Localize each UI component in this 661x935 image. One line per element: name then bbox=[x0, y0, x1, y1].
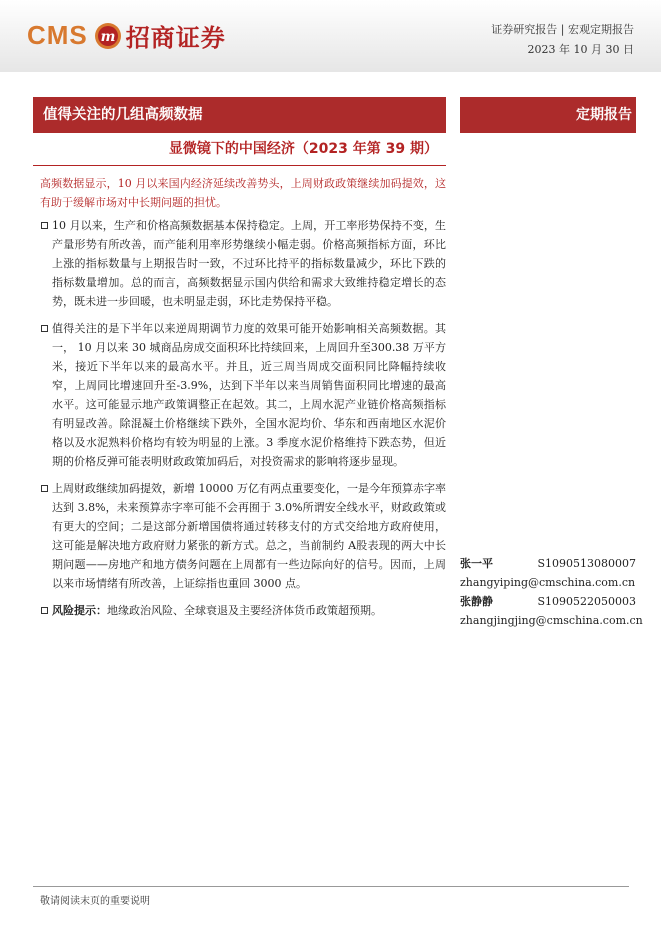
bullet-list bbox=[40, 216, 446, 628]
risk-label: 风险提示： bbox=[52, 604, 107, 617]
bullet-text: 值得关注的是下半年以来逆周期调节力度的效果可能开始影响相关高频数据。其一， 10 月以来 30 城商品房成交面积环比持续回来，上周回升至300.38 万平方米，接近下半年以来的最高水平。并且，近三周当周成交面积同比降幅持续收窄，上周同比增速回升至-3.9%，达到下半年以来当周销售面积同比增速的最高水平。这可能显示地产政策调整正在起效。其二，上周水泥产业链价格高频指标有明显改善。除混凝土价格继续下跌外，全国水泥均价、华东和西南地区水泥价格以及水泥熟料价格均有较为明显的上涨。3 季度水泥价格维持下跌态势，但近期的价格反弹可能表明财政政策加码后，对投资需求的影响将逐步显现。 bbox=[52, 322, 446, 468]
title-divider bbox=[33, 165, 446, 166]
section-banner: 值得关注的几组高频数据 bbox=[33, 97, 446, 133]
logo bbox=[27, 18, 226, 53]
svg-text:m: m bbox=[100, 28, 116, 45]
author-block bbox=[460, 554, 643, 630]
logo-badge-icon bbox=[94, 22, 122, 50]
report-kind-banner: 定期报告 bbox=[460, 97, 636, 133]
author-row bbox=[460, 592, 636, 611]
author-email[interactable]: zhangjingjing@cmschina.com.cn bbox=[460, 614, 643, 627]
author-cert: S1090513080007 bbox=[537, 557, 636, 570]
header-meta bbox=[491, 20, 634, 60]
footer-disclaimer: 敬请阅读末页的重要说明 bbox=[40, 896, 150, 907]
bullet-item bbox=[40, 479, 446, 593]
footer-divider bbox=[33, 886, 629, 887]
author-name: 张一平 bbox=[460, 557, 493, 570]
risk-text: 地缘政治风险、全球衰退及主要经济体货币政策超预期。 bbox=[107, 604, 382, 617]
bullet-square-icon bbox=[41, 485, 48, 492]
author-row bbox=[460, 554, 636, 573]
abstract: 高频数据显示，10 月以来国内经济延续改善势头，上周财政政策继续加码提效，这有助于缓解市场对中长期问题的担忧。 bbox=[40, 177, 446, 209]
bullet-square-icon bbox=[41, 325, 48, 332]
bullet-square-icon bbox=[41, 607, 48, 614]
bullet-item bbox=[40, 319, 446, 471]
logo-chinese-text: 招商证券 bbox=[125, 24, 226, 52]
report-type: 证券研究报告 | 宏观定期报告 bbox=[491, 23, 634, 36]
bullet-text: 上周财政继续加码提效，新增 10000 万亿有两点重要变化，一是今年预算赤字率达到 3.8%，未来预算赤字率可能不会再囿于 3.0%所谓安全线水平，财政政策或有更大的空间；二是这部分新增国债将通过转移支付的方式交给地方政府使用，这可能是解决地方政府财力紧张的新方式。总之，当前制约 A股表现的两大中长期问题——房地产和地方债务问题在上周都有一些边际向好的信号。因而，上周以来市场情绪有所改善，上证综指也重回 3000 点。 bbox=[52, 482, 446, 590]
bullet-square-icon bbox=[41, 222, 48, 229]
author-email[interactable]: zhangyiping@cmschina.com.cn bbox=[460, 576, 636, 589]
bullet-item bbox=[40, 216, 446, 311]
risk-bullet bbox=[40, 601, 446, 620]
bullet-text: 10 月以来，生产和价格高频数据基本保持稳定。上周，开工率形势保持不变，生产量形势有所改善，而产能利用率形势继续小幅走弱。价格高频指标方面，环比上涨的指标数量与上期报告时一致，不过环比持平的指标数量减少，环比下跌的指标数量增加。总的而言，高频数据显示国内供给和需求大致维持稳定增长的态势，既未进一步回暖，也未明显走弱，环比走势保持平稳。 bbox=[52, 219, 446, 308]
author-cert: S1090522050003 bbox=[537, 595, 636, 608]
author-name: 张静静 bbox=[460, 595, 493, 608]
report-date: 2023 年 10 月 30 日 bbox=[527, 43, 634, 56]
report-title: 显微镜下的中国经济（2023 年第 39 期） bbox=[168, 141, 438, 157]
logo-cms-text: CMS bbox=[27, 20, 88, 50]
